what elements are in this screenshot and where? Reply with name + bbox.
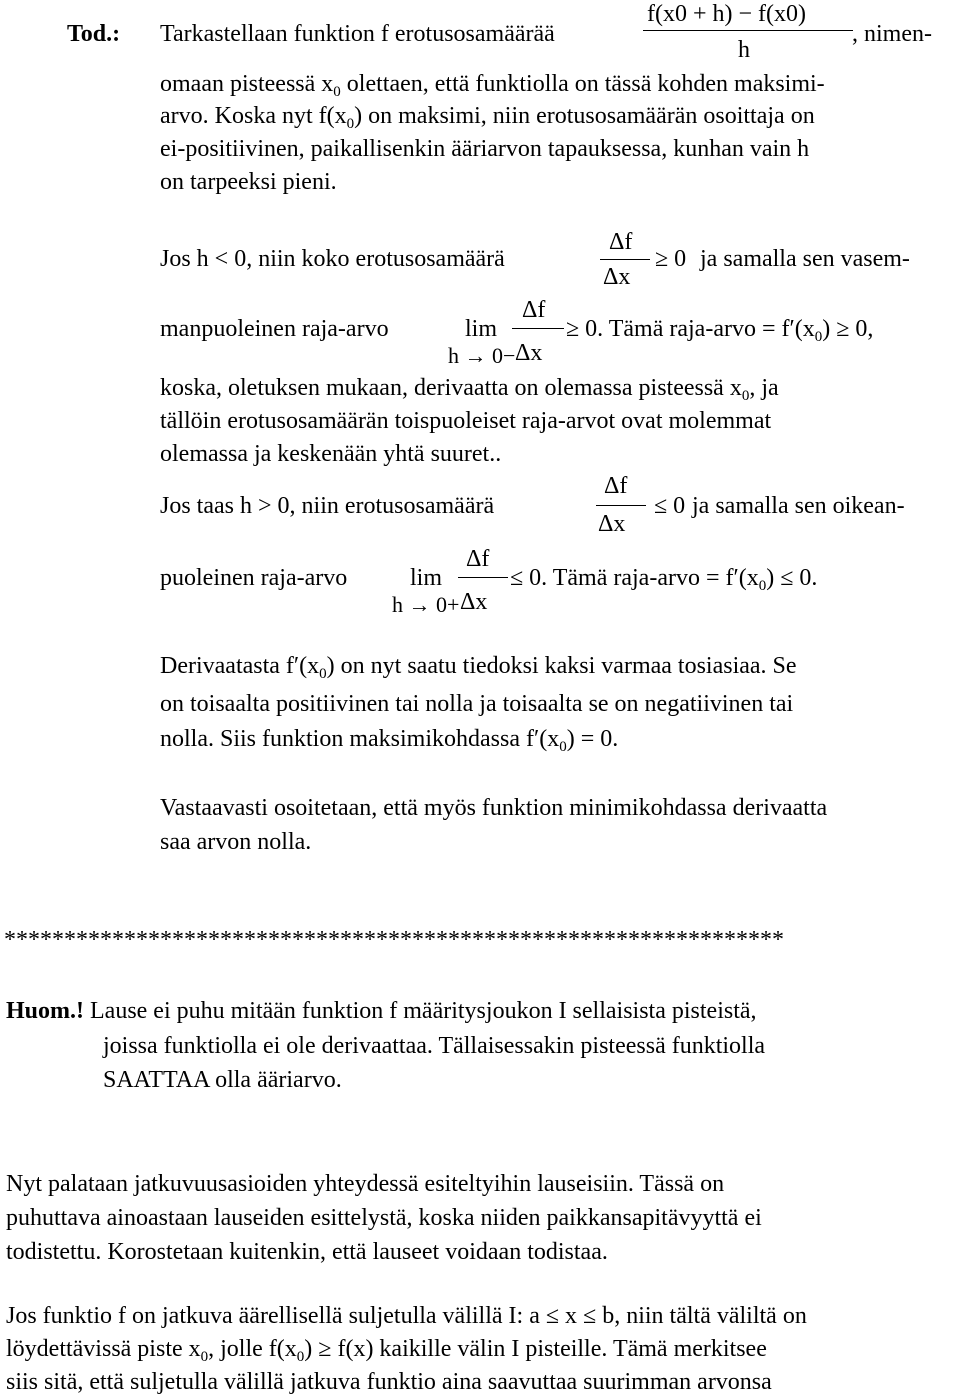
proof-line-3: arvo. Koska nyt $f(x_0)$ on maksimi, niin erotusosamäärän osoittaja on [160,103,815,132]
positive-case-line-1: Jos taas h > 0, niin erotusosamäärä [160,493,495,519]
negative-case-line-2: manpuoleinen raja-arvo [160,316,389,342]
geq-zero: ≥ 0 [655,246,687,272]
positive-case-line-2: puoleinen raja-arvo [160,565,348,591]
fraction-bar [643,30,853,31]
proof-label: Tod.: [67,21,121,47]
note-line-2: joissa funktiolla ei ole derivaattaa. Tällaisessakin pisteessä funktiolla [103,1033,766,1059]
minimum-line-2: saa arvon nolla. [160,829,312,855]
conclusion-line-1: Derivaatasta $f'(x_0)$ on nyt saatu tiedoksi kaksi varmaa tosiasiaa. Se [160,653,797,682]
asterisk-separator: ***************************************************************** [4,927,784,953]
delta-f: Δf [466,546,490,572]
difference-quotient-denominator: h [738,37,750,63]
proof-line-1-tail: , nimen- [852,21,932,47]
theorem-line-1: Jos funktio f on jatkuva äärellisellä suljetulla välillä I: a ≤ x ≤ b, niin tältä väliltä on [6,1303,807,1329]
continuity-line-1: Nyt palataan jatkuvuusasioiden yhteydessä esiteltyihin lauseisiin. Tässä on [6,1171,725,1197]
fraction-bar [512,328,564,329]
delta-f: Δf [609,229,633,255]
negative-case-line-4: tällöin erotusosamäärän toispuoleiset raja-arvot ovat molemmat [160,408,772,434]
note-label: Huom.! [6,998,84,1024]
fraction-bar [596,505,646,506]
fraction-bar [600,259,650,260]
theorem-line-2: löydettävissä piste $x_0$, jolle $f(x_0) \ge f(x)$ kaikille välin I pisteille. Tämä merkitsee [6,1336,767,1365]
lim-operator: lim [410,565,443,591]
proof-line-5: on tarpeeksi pieni. [160,169,337,195]
negative-case-line-3: koska, oletuksen mukaan, derivaatta on olemassa pisteessä $x_0$, ja [160,375,779,404]
continuity-line-3: todistettu. Korostetaan kuitenkin, että lauseet voidaan todistaa. [6,1239,608,1265]
conclusion-line-3: nolla. Siis funktion maksimikohdassa $f'(x_0) = 0$. [160,726,619,755]
positive-case-line-1-tail: ja samalla sen oikean- [692,493,905,519]
note-line-3: SAATTAA olla ääriarvo. [103,1067,342,1093]
fraction-bar [458,577,508,578]
lim-operator: lim [465,316,498,342]
proof-line-4: ei-positiivinen, paikallisenkin ääriarvon tapauksessa, kunhan vain h [160,136,810,162]
delta-x: Δx [598,511,626,537]
proof-line-2: omaan pisteessä $x_0$ olettaen, että funktiolla on tässä kohden maksimi- [160,71,825,100]
positive-case-line-2-mid: ≤ 0. Tämä raja-arvo = $f'(x_0) \le 0$. [510,565,818,594]
delta-f: Δf [604,473,628,499]
difference-quotient-numerator: f(x0 + h) − f(x0) [647,1,807,27]
delta-x: Δx [515,340,543,366]
negative-case-line-2-mid: ≥ 0. Tämä raja-arvo = $f'(x_0) \ge 0$, [566,316,874,345]
delta-x: Δx [603,264,631,290]
lim-subscript-right: h → 0+ [392,592,460,617]
note-line-1: Huom.! Lause ei puhu mitään funktion f määritysjoukon I sellaisista pisteistä, [6,998,757,1024]
negative-case-line-1: Jos h < 0, niin koko erotusosamäärä [160,246,505,272]
leq-zero: ≤ 0 [654,493,686,519]
conclusion-line-2: on toisaalta positiivinen tai nolla ja toisaalta se on negatiivinen tai [160,691,794,717]
negative-case-line-1-tail: ja samalla sen vasem- [700,246,910,272]
lim-subscript-left: h → 0− [448,343,516,368]
delta-f: Δf [522,297,546,323]
continuity-line-2: puhuttava ainoastaan lauseiden esittelystä, koska niiden paikkansapitävyyttä ei [6,1205,762,1231]
minimum-line-1: Vastaavasti osoitetaan, että myös funktion minimikohdassa derivaatta [160,795,828,821]
negative-case-line-5: olemassa ja keskenään yhtä suuret.. [160,441,502,467]
proof-line-1: Tarkastellaan funktion f erotusosamäärää [160,21,555,47]
delta-x: Δx [460,589,488,615]
theorem-line-3: siis sitä, että suljetulla välillä jatkuva funktio aina saavuttaa suurimman arvonsa [6,1369,772,1395]
